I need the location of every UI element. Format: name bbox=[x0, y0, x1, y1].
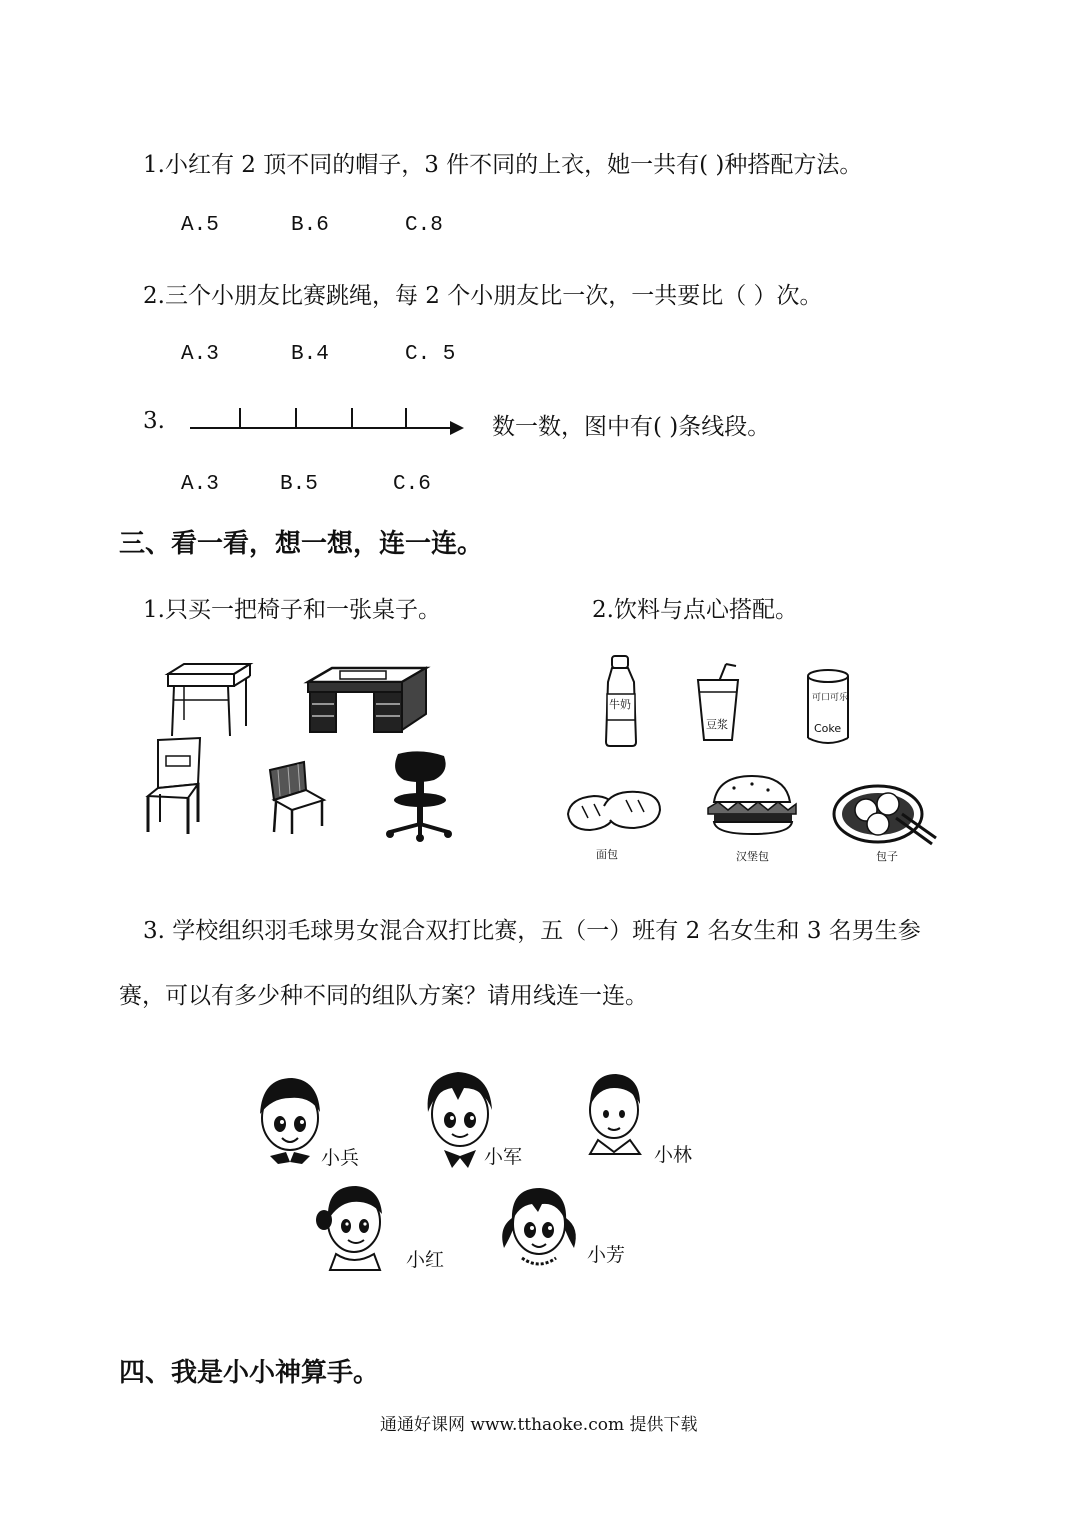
girl-xiaohong-icon bbox=[316, 1180, 386, 1272]
cola-chinese-label: 可口可乐 bbox=[812, 693, 849, 703]
steamed-buns-plate-icon bbox=[832, 774, 938, 848]
hamburger-icon bbox=[704, 772, 800, 842]
section-4-heading: 四、我是小小神算手。 bbox=[119, 1358, 380, 1388]
question-2: 2.三个小朋友比赛跳绳，每 2 个小朋友比一次，一共要比（ ）次。 bbox=[143, 283, 823, 309]
subquestion-3-line-1: 3. 学校组织羽毛球男女混合双打比赛，五（一）班有 2 名女生和 3 名男生参 bbox=[143, 918, 921, 944]
steamed-bun-label: 包子 bbox=[876, 850, 898, 863]
q3-option-c: C.6 bbox=[393, 473, 431, 496]
q1-option-c: C.8 bbox=[405, 214, 443, 237]
office-chair-icon bbox=[384, 750, 454, 842]
boy-xiaobing-icon bbox=[256, 1074, 324, 1166]
soy-milk-label: 豆浆 bbox=[706, 718, 728, 731]
subquestion-1: 1.只买一把椅子和一张桌子。 bbox=[143, 597, 441, 623]
q2-option-a: A.3 bbox=[181, 343, 219, 366]
q2-option-b: B.4 bbox=[291, 343, 329, 366]
hamburger-label: 汉堡包 bbox=[736, 850, 769, 863]
girl-name-xiaofang: 小芳 bbox=[587, 1244, 626, 1266]
girl-name-xiaohong: 小红 bbox=[406, 1249, 445, 1271]
section-3-heading: 三、看一看，想一想，连一连。 bbox=[119, 529, 484, 559]
wooden-chair-icon bbox=[144, 736, 204, 836]
bread-icon bbox=[564, 788, 664, 838]
desk-icon bbox=[164, 660, 254, 740]
girl-xiaofang-icon bbox=[498, 1182, 580, 1274]
coke-label: Coke bbox=[814, 722, 842, 735]
boy-xiaolin-icon bbox=[584, 1070, 646, 1162]
boy-name-xiaobing: 小兵 bbox=[321, 1147, 360, 1169]
boy-name-xiaojun: 小军 bbox=[484, 1146, 523, 1168]
subquestion-3-line-2: 赛，可以有多少种不同的组队方案？请用线连一连。 bbox=[119, 983, 648, 1009]
q3-option-a: A.3 bbox=[181, 473, 219, 496]
footer-credit: 通通好课网 www.tthaoke.com 提供下载 bbox=[380, 1415, 698, 1435]
office-desk-icon bbox=[304, 664, 430, 736]
ray-with-ticks-figure bbox=[188, 402, 468, 436]
cola-can-icon bbox=[804, 668, 854, 748]
q1-option-b: B.6 bbox=[291, 214, 329, 237]
mesh-chair-icon bbox=[264, 760, 328, 836]
subquestion-2: 2.饮料与点心搭配。 bbox=[592, 597, 798, 623]
bread-label: 面包 bbox=[596, 848, 618, 861]
milk-label: 牛奶 bbox=[609, 698, 631, 711]
q2-option-c: C. 5 bbox=[405, 343, 456, 366]
q1-option-a: A.5 bbox=[181, 214, 219, 237]
question-3-number: 3. bbox=[143, 408, 165, 434]
boy-name-xiaolin: 小林 bbox=[654, 1144, 693, 1166]
q3-option-b: B.5 bbox=[280, 473, 318, 496]
question-1: 1.小红有 2 顶不同的帽子，3 件不同的上衣，她一共有( )种搭配方法。 bbox=[143, 152, 863, 178]
question-3-text: 数一数，图中有( )条线段。 bbox=[492, 414, 771, 440]
